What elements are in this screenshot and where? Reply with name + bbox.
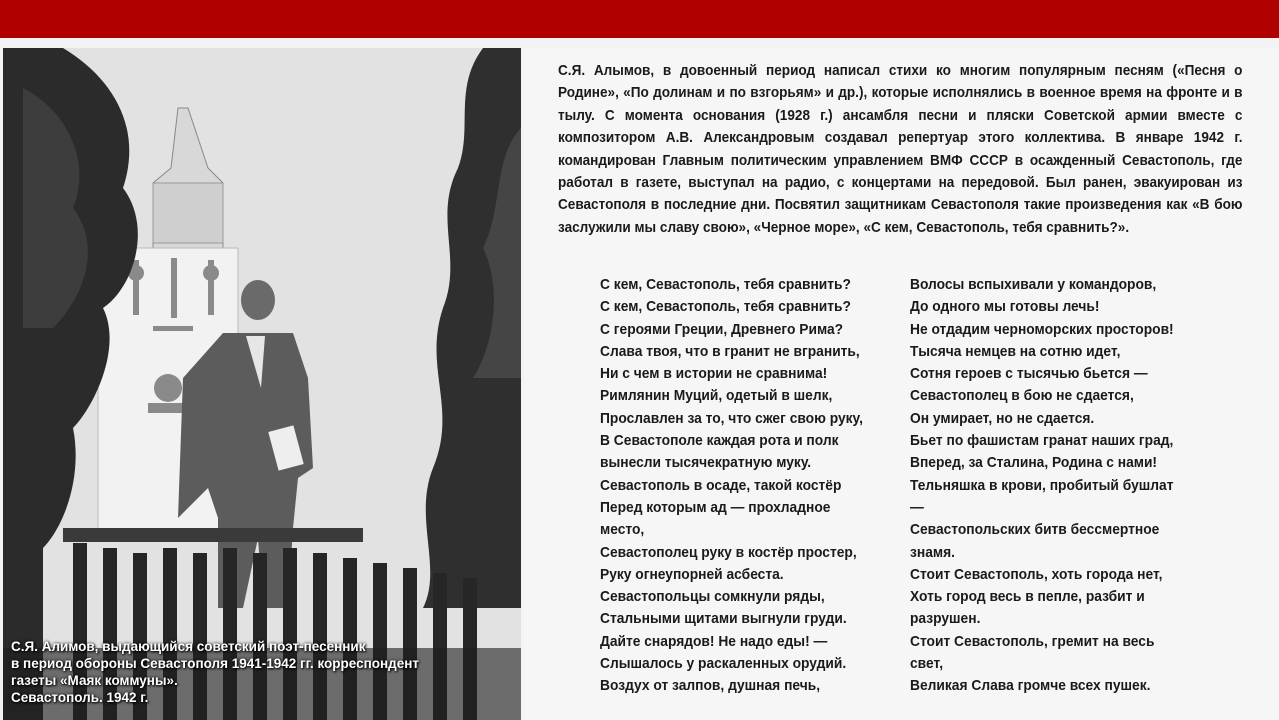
poem-line: Вперед, за Сталина, Родина с нами!: [910, 454, 1158, 472]
poem-line: Прославлен за то, что сжег свою руку,: [600, 409, 864, 427]
poem-line: С кем, Севастополь, тебя сравнить?: [600, 276, 851, 293]
poem-line: Тысяча немцев на сотню идет,: [910, 342, 1121, 360]
caption-line: С.Я. Алимов, выдающийся советский поэт-песенник: [11, 639, 366, 654]
poem-line: Воздух от залпов, душная печь,: [600, 677, 821, 695]
poem-line: Сотня героев с тысячью бьется —: [910, 365, 1148, 383]
poem-line: Римлянин Муций, одетый в шелк,: [600, 387, 833, 405]
caption-line: в период обороны Севастополя 1941-1942 гг. корреспондент: [11, 656, 420, 671]
poem-line: Стоит Севастополь, гремит на весь: [910, 632, 1155, 650]
poem-line: Стоит Севастополь, хоть города нет,: [910, 565, 1163, 583]
historical-photo: [3, 48, 521, 720]
poem-line: Великая Слава громче всех пушек.: [910, 677, 1151, 695]
poem-line: Стальными щитами выгнули груди.: [600, 610, 847, 628]
poem-line: —: [910, 498, 924, 516]
photo-caption: [11, 638, 516, 706]
poem-line: В Севастополе каждая рота и полк: [600, 432, 839, 450]
poem-line: Севастопольских битв бессмертное: [910, 521, 1160, 539]
poem-line: Ни с чем в истории не сравнима!: [600, 365, 828, 383]
poem-line: Слышалось у раскаленных орудий.: [600, 655, 847, 673]
poem-line: Перед которым ад — прохладное: [600, 498, 831, 516]
poem-column-left: [600, 274, 900, 698]
poem-line: свет,: [910, 655, 944, 673]
poem-line: Севастополь в осаде, такой костёр: [600, 476, 842, 494]
poem-line: Не отдадим черноморских просторов!: [910, 320, 1174, 338]
poem-line: Он умирает, но не сдается.: [910, 409, 1095, 427]
poem-line: С кем, Севастополь, тебя сравнить?: [600, 298, 851, 316]
poem-column-right: [910, 274, 1240, 698]
poem-line: С героями Греции, Древнего Рима?: [600, 320, 844, 338]
poem-line: Севастополец в бою не сдается,: [910, 387, 1134, 405]
header-bar: [0, 0, 1279, 38]
poem-line: Тельняшка в крови, пробитый бушлат: [910, 476, 1174, 494]
poem-line: Слава твоя, что в гранит не вгранить,: [600, 342, 860, 360]
poem-line: Руку огнеупорней асбеста.: [600, 565, 784, 583]
poem-line: Волосы вспыхивали у командоров,: [910, 276, 1157, 293]
poem-line: знамя.: [910, 543, 955, 561]
caption-line: газеты «Маяк коммуны».: [11, 673, 178, 688]
poem-line: Севастополец руку в костёр простер,: [600, 543, 857, 561]
poem-line: место,: [600, 521, 645, 539]
poem-line: Хоть город весь в пепле, разбит и: [910, 588, 1145, 606]
poem-line: Дайте снарядов! Не надо еды! —: [600, 632, 828, 650]
poem-line: Бьет по фашистам гранат наших град,: [910, 432, 1174, 450]
poem-line: вынесли тысячекратную муку.: [600, 454, 812, 472]
poem-line: Севастопольцы сомкнули ряды,: [600, 588, 825, 606]
photo-illustration: [3, 48, 521, 720]
poem-line: разрушен.: [910, 610, 981, 628]
poem-line: До одного мы готовы лечь!: [910, 298, 1100, 316]
biography-paragraph: С.Я. Алымов, в довоенный период написал стихи ко многим популярным песням («Песня о Родине», «По долинам и по взгорьям» и др.), которые исполнялись в военное время на фронте и в тылу. С момента основания (1928 г.) ансамбля песни и пляски Советской армии вместе с композитором А.В. Александровым создавал репертуар этого коллектива. В январе 1942 г. командирован Главным политическим управлением ВМФ СССР в осажденный Севастополь, где работал в газете, выступал на радио, с концертами на передовой. Был ранен, эвакуирован из Севастополя в последние дни. Посвятил защитникам Севастополя такие произведения как «В бою заслужили мы славу свою», «Черное море», «С кем, Севастополь, тебя сравнить?».: [558, 63, 1243, 236]
caption-line: Севастополь. 1942 г.: [11, 690, 149, 705]
